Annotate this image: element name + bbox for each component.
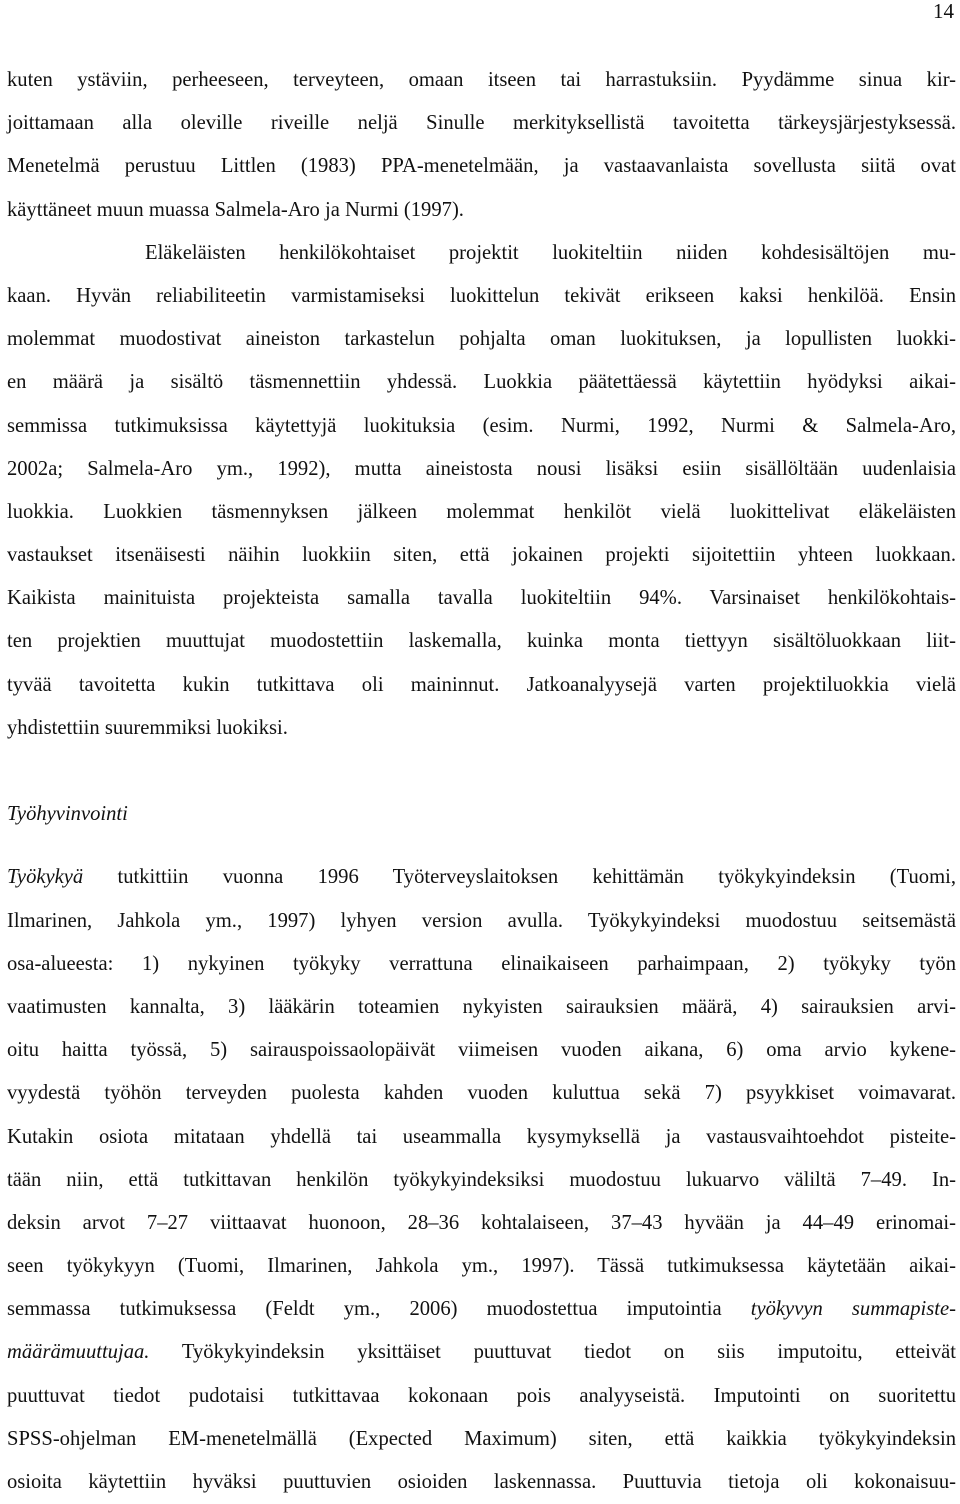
text-line: vaatimusten kannalta, 3) lääkärin toteamien nykyisten sairauksien määrä, 4) sairauksien arvi- bbox=[7, 995, 956, 1018]
text-line bbox=[7, 1288, 956, 1331]
italic-term: määrämuuttujaa. bbox=[7, 1341, 150, 1364]
text-line: seen työkykyyn (Tuomi, Ilmarinen, Jahkola ym., 1997). Tässä tutkimuksessa käytetään aikai- bbox=[7, 1255, 956, 1278]
section-heading: Työhyvinvointi bbox=[7, 803, 128, 826]
text-line: kaan. Hyvän reliabiliteetin varmistamiseksi luokittelun tekivät erikseen kaksi henkilöä. Ensin bbox=[7, 284, 956, 307]
paragraph-1 bbox=[7, 59, 956, 232]
text-line: oitu haitta työssä, 5) sairauspoissaolopäivät viimeisen vuoden aikana, 6) oma arvio kykene- bbox=[7, 1039, 956, 1062]
text-line: ten projektien muuttujat muodostettiin laskemalla, kuinka monta tiettyyn sisältöluokkaan liit- bbox=[7, 630, 956, 653]
italic-term: Työkykyä bbox=[7, 866, 84, 889]
page-number: 14 bbox=[933, 0, 954, 23]
text-line bbox=[7, 1331, 956, 1374]
text-line: vastaukset itsenäisesti näihin luokkiin siten, että jokainen projekti sijoitettiin yhteen luokkaan. bbox=[7, 544, 956, 567]
text-span: Työkykyindeksin yksittäiset puuttuvat tiedot on siis imputoitu, etteivät bbox=[149, 1341, 956, 1364]
spacer bbox=[7, 750, 956, 793]
text-line: tyvää tavoitetta kukin tutkittava oli maininnut. Jatkoanalyysejä varten projektiluokkia vielä bbox=[7, 673, 956, 696]
text-line: SPSS-ohjelman EM-menetelmällä (Expected Maximum) siten, että kaikkia työkykyindeksin bbox=[7, 1427, 956, 1450]
text-line bbox=[7, 856, 956, 899]
text-line: osioita käytettiin hyväksi puuttuvien osioiden laskennassa. Puuttuvia tietoja oli kokonaisuu- bbox=[7, 1471, 956, 1493]
text-line: käyttäneet muun muassa Salmela-Aro ja Nurmi (1997). bbox=[7, 198, 464, 221]
text-line: kuten ystäviin, perheeseen, terveyteen, omaan itseen tai harrastuksiin. Pyydämme sinua kir- bbox=[7, 69, 956, 91]
text-line: Eläkeläisten henkilökohtaiset projektit luokiteltiin niiden kohdesisältöjen mu- bbox=[145, 241, 956, 264]
spacer bbox=[7, 836, 956, 856]
text-line: molemmat muodostivat aineiston tarkastelun pohjalta oman luokituksen, ja lopullisten luokki- bbox=[7, 328, 956, 351]
paragraph-3 bbox=[7, 856, 956, 1504]
text-line: 2002a; Salmela-Aro ym., 1992), mutta aineistosta nousi lisäksi esiin sisällöltään uudenlaisia bbox=[7, 457, 956, 480]
text-line: Kaikista mainituista projekteista samalla tavalla luokiteltiin 94%. Varsinaiset henkilökohtais- bbox=[7, 587, 956, 610]
text-line: Kutakin osiota mitataan yhdellä tai useammalla kysymyksellä ja vastausvaihtoehdot pisteite- bbox=[7, 1125, 956, 1148]
text-span: semmassa tutkimuksessa (Feldt ym., 2006) muodostettua imputointia bbox=[7, 1298, 751, 1321]
text-line: en määrä ja sisältö täsmennettiin yhdessä. Luokkia päätettäessä käytettiin hyödyksi aikai- bbox=[7, 371, 956, 394]
italic-term: työkyvyn summapiste- bbox=[750, 1298, 956, 1321]
text-line: joittamaan alla oleville riveille neljä Sinulle merkityksellistä tavoitetta tärkeysjärjestyksessä. bbox=[7, 112, 956, 135]
text-line: luokkia. Luokkien täsmennyksen jälkeen molemmat henkilöt vielä luokittelivat eläkeläisten bbox=[7, 500, 956, 523]
text-span: tutkittiin vuonna 1996 Työterveyslaitoksen kehittämän työkykyindeksin (Tuomi, bbox=[83, 866, 956, 889]
text-line: Menetelmä perustuu Littlen (1983) PPA-menetelmään, ja vastaavanlaista sovellusta siitä ovat bbox=[7, 155, 956, 178]
text-line: osa-alueesta: 1) nykyinen työkyky verrattuna elinaikaiseen parhaimpaan, 2) työkyky työn bbox=[7, 952, 956, 975]
text-line: vyydestä työhön terveyden puolesta kahden vuoden kuluttua sekä 7) psyykkiset voimavarat. bbox=[7, 1082, 956, 1105]
text-line: puuttuvat tiedot pudotaisi tutkittavaa kokonaan pois analyyseistä. Imputointi on suoritettu bbox=[7, 1384, 956, 1407]
text-line: semmissa tutkimuksissa käytettyjä luokituksia (esim. Nurmi, 1992, Nurmi & Salmela-Aro, bbox=[7, 414, 956, 437]
document-body bbox=[7, 59, 956, 1504]
text-line: deksin arvot 7–27 viittaavat huonoon, 28–36 kohtalaiseen, 37–43 hyvään ja 44–49 erinomai- bbox=[7, 1211, 956, 1234]
text-line: tään niin, että tutkittavan henkilön työkykyindeksiksi muodostuu lukuarvo väliltä 7–49. In- bbox=[7, 1168, 956, 1191]
paragraph-2 bbox=[7, 232, 956, 750]
text-line: yhdistettiin suuremmiksi luokiksi. bbox=[7, 716, 288, 739]
text-line: Ilmarinen, Jahkola ym., 1997) lyhyen version avulla. Työkykyindeksi muodostuu seitsemästä bbox=[7, 909, 956, 932]
